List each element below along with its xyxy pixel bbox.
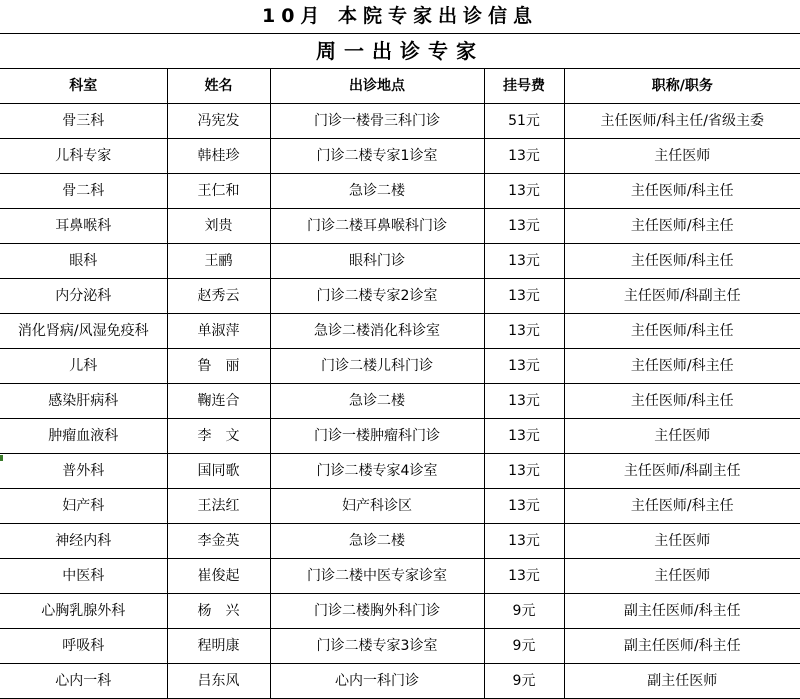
cell-fee: 13元 bbox=[484, 174, 564, 209]
cell-name: 赵秀云 bbox=[167, 279, 270, 314]
cell-location: 门诊一楼骨三科门诊 bbox=[270, 104, 484, 139]
cell-name: 刘贵 bbox=[167, 209, 270, 244]
cell-title: 主任医师/科主任 bbox=[564, 314, 800, 349]
cell-department: 感染肝病科 bbox=[0, 384, 167, 419]
cell-department: 骨二科 bbox=[0, 174, 167, 209]
cell-title: 主任医师/科主任 bbox=[564, 349, 800, 384]
column-header-department: 科室 bbox=[0, 69, 167, 104]
cell-title: 主任医师/科副主任 bbox=[564, 279, 800, 314]
cell-fee: 13元 bbox=[484, 454, 564, 489]
cell-department: 妇产科 bbox=[0, 489, 167, 524]
cell-fee: 13元 bbox=[484, 209, 564, 244]
cell-name: 李 文 bbox=[167, 419, 270, 454]
cell-name: 王仁和 bbox=[167, 174, 270, 209]
table-row bbox=[0, 629, 800, 664]
column-header-name: 姓名 bbox=[167, 69, 270, 104]
cell-fee: 13元 bbox=[484, 524, 564, 559]
cell-location: 眼科门诊 bbox=[270, 244, 484, 279]
cell-title: 主任医师/科主任 bbox=[564, 209, 800, 244]
subtitle-row bbox=[0, 34, 800, 69]
cell-fee: 51元 bbox=[484, 104, 564, 139]
cell-fee: 13元 bbox=[484, 384, 564, 419]
cell-department: 肿瘤血液科 bbox=[0, 419, 167, 454]
cell-name: 国同歌 bbox=[167, 454, 270, 489]
cell-title: 主任医师/科副主任 bbox=[564, 454, 800, 489]
cell-department: 骨三科 bbox=[0, 104, 167, 139]
cell-title: 主任医师 bbox=[564, 419, 800, 454]
cell-title: 副主任医师/科主任 bbox=[564, 629, 800, 664]
cell-department: 消化肾病/风湿免疫科 bbox=[0, 314, 167, 349]
cell-name: 王法红 bbox=[167, 489, 270, 524]
cell-location: 门诊二楼专家4诊室 bbox=[270, 454, 484, 489]
cell-title: 主任医师/科主任 bbox=[564, 489, 800, 524]
cell-title: 主任医师 bbox=[564, 139, 800, 174]
cell-fee: 13元 bbox=[484, 139, 564, 174]
cell-name: 王鹂 bbox=[167, 244, 270, 279]
cell-location: 门诊一楼肿瘤科门诊 bbox=[270, 419, 484, 454]
cell-name: 程明康 bbox=[167, 629, 270, 664]
cell-name: 鲁 丽 bbox=[167, 349, 270, 384]
cell-department: 呼吸科 bbox=[0, 629, 167, 664]
cell-fee: 9元 bbox=[484, 664, 564, 699]
cell-department: 普外科 bbox=[0, 454, 167, 489]
cell-name: 杨 兴 bbox=[167, 594, 270, 629]
cell-location: 门诊二楼专家3诊室 bbox=[270, 629, 484, 664]
cell-name: 李金英 bbox=[167, 524, 270, 559]
cell-name: 单淑萍 bbox=[167, 314, 270, 349]
column-header-fee: 挂号费 bbox=[484, 69, 564, 104]
cell-name: 鞠连合 bbox=[167, 384, 270, 419]
table-row bbox=[0, 559, 800, 594]
cell-title: 主任医师/科主任/省级主委 bbox=[564, 104, 800, 139]
cell-department: 耳鼻喉科 bbox=[0, 209, 167, 244]
cell-location: 心内一科门诊 bbox=[270, 664, 484, 699]
header-row bbox=[0, 69, 800, 104]
cell-title: 主任医师 bbox=[564, 559, 800, 594]
cell-fee: 9元 bbox=[484, 629, 564, 664]
cell-title: 副主任医师/科主任 bbox=[564, 594, 800, 629]
cell-fee: 13元 bbox=[484, 559, 564, 594]
table-row bbox=[0, 419, 800, 454]
table-row bbox=[0, 384, 800, 419]
cell-department: 中医科 bbox=[0, 559, 167, 594]
cell-location: 急诊二楼 bbox=[270, 384, 484, 419]
table-row bbox=[0, 209, 800, 244]
column-header-location: 出诊地点 bbox=[270, 69, 484, 104]
cell-title: 副主任医师 bbox=[564, 664, 800, 699]
table-row bbox=[0, 174, 800, 209]
page-subtitle: 周一出诊专家 bbox=[0, 34, 800, 69]
title-row bbox=[0, 0, 800, 34]
cell-fee: 13元 bbox=[484, 489, 564, 524]
cell-location: 门诊二楼中医专家诊室 bbox=[270, 559, 484, 594]
cell-title: 主任医师/科主任 bbox=[564, 384, 800, 419]
cell-department: 心内一科 bbox=[0, 664, 167, 699]
table-row bbox=[0, 139, 800, 174]
cell-fee: 13元 bbox=[484, 279, 564, 314]
cell-name: 冯宪发 bbox=[167, 104, 270, 139]
cell-fee: 9元 bbox=[484, 594, 564, 629]
cell-department: 儿科 bbox=[0, 349, 167, 384]
cell-name: 吕东风 bbox=[167, 664, 270, 699]
table-row bbox=[0, 489, 800, 524]
table-row bbox=[0, 314, 800, 349]
cell-department: 神经内科 bbox=[0, 524, 167, 559]
table-row bbox=[0, 454, 800, 489]
cell-marker bbox=[0, 455, 3, 461]
cell-department: 心胸乳腺外科 bbox=[0, 594, 167, 629]
cell-location: 急诊二楼 bbox=[270, 174, 484, 209]
cell-title: 主任医师/科主任 bbox=[564, 244, 800, 279]
table-row bbox=[0, 244, 800, 279]
cell-department: 儿科专家 bbox=[0, 139, 167, 174]
cell-location: 门诊二楼专家1诊室 bbox=[270, 139, 484, 174]
table-row bbox=[0, 524, 800, 559]
cell-name: 崔俊起 bbox=[167, 559, 270, 594]
cell-department: 眼科 bbox=[0, 244, 167, 279]
cell-title: 主任医师 bbox=[564, 524, 800, 559]
cell-location: 急诊二楼消化科诊室 bbox=[270, 314, 484, 349]
cell-location: 门诊二楼专家2诊室 bbox=[270, 279, 484, 314]
cell-department: 内分泌科 bbox=[0, 279, 167, 314]
table-row bbox=[0, 349, 800, 384]
cell-location: 急诊二楼 bbox=[270, 524, 484, 559]
cell-fee: 13元 bbox=[484, 349, 564, 384]
page-title: 10月 本院专家出诊信息 bbox=[0, 0, 800, 34]
table-row bbox=[0, 279, 800, 314]
cell-title: 主任医师/科主任 bbox=[564, 174, 800, 209]
cell-name: 韩桂珍 bbox=[167, 139, 270, 174]
cell-location: 门诊二楼胸外科门诊 bbox=[270, 594, 484, 629]
cell-location: 门诊二楼耳鼻喉科门诊 bbox=[270, 209, 484, 244]
cell-location: 门诊二楼儿科门诊 bbox=[270, 349, 484, 384]
cell-fee: 13元 bbox=[484, 314, 564, 349]
cell-fee: 13元 bbox=[484, 244, 564, 279]
cell-fee: 13元 bbox=[484, 419, 564, 454]
table-row bbox=[0, 104, 800, 139]
column-header-title: 职称/职务 bbox=[564, 69, 800, 104]
cell-location: 妇产科诊区 bbox=[270, 489, 484, 524]
table-row bbox=[0, 594, 800, 629]
table-row bbox=[0, 664, 800, 699]
